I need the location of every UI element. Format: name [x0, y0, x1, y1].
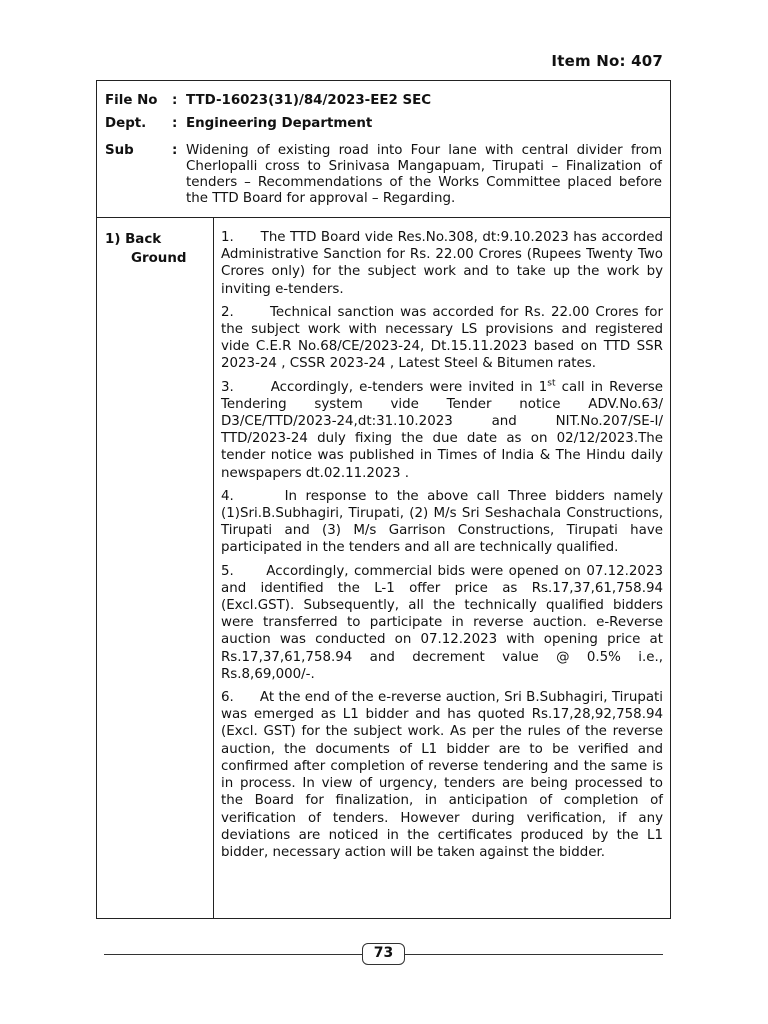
paragraph-4: 4. In response to the above call Three bidders namely (1)Sri.B.Subhagiri, Tirupati, (2) M/s Sri Seshachala Constructions, Tirupati and (3) M/s Garrison Constructions, Tirupati have participated in the tenders and all are technically qualified. [221, 488, 663, 556]
file-row [105, 93, 662, 109]
dept-row [105, 116, 662, 132]
section-body [214, 218, 670, 918]
section-label [97, 218, 214, 918]
file-label: File No [105, 93, 158, 108]
colon: : [172, 116, 178, 131]
paragraph-2: 2. Technical sanction was accorded for Rs. 22.00 Crores for the subject work with necessary LS provisions and registered vide C.E.R No.68/CE/2023-24, Dt.15.11.2023 based on TTD SSR 2023-24 , CSSR 2023-24 , Latest Steel & Bitumen rates. [221, 304, 663, 372]
subject-label: Sub [105, 143, 134, 158]
subject-value: Widening of existing road into Four lane with central divider from Cherlopalli cross to Srinivasa Mangapuam, Tirupati – Finalization of tenders – Recommendations of the Works Committee placed before the TTD Board for approval – Regarding. [186, 143, 662, 206]
colon: : [172, 143, 178, 158]
colon: : [172, 93, 178, 108]
footer-rule-right [405, 954, 663, 955]
file-value: TTD-16023(31)/84/2023-EE2 SEC [186, 93, 432, 108]
subject-row [105, 143, 662, 207]
footer-rule-left [104, 954, 362, 955]
paragraph-3 [221, 379, 663, 482]
section-label-line1: 1) Back [105, 232, 162, 247]
ordinal-suffix: st [547, 378, 556, 389]
paragraph-3-start: 3. Accordingly, e-tenders were invited in 1 [221, 379, 548, 395]
paragraph-5: 5. Accordingly, commercial bids were opened on 07.12.2023 and identified the L-1 offer price as Rs.17,37,61,758.94 (Excl.GST). Subsequently, all the technically qualified bidders were transferred to participate in reverse auction. e-Reverse auction was conducted on 07.12.2023 with opening price at Rs.17,37,61,758.94 and decrement value @ 0.5% i.e., Rs.8,69,000/-. [221, 563, 663, 682]
dept-value: Engineering Department [186, 116, 373, 131]
item-number: Item No: 407 [551, 52, 663, 70]
table-header [97, 81, 670, 218]
page-number: 73 [362, 943, 405, 965]
dept-label: Dept. [105, 116, 147, 131]
section-label-line2: Ground [131, 251, 187, 266]
paragraph-6: 6. At the end of the e-reverse auction, Sri B.Subhagiri, Tirupati was emerged as L1 bidder and has quoted Rs.17,28,92,758.94 (Excl. GST) for the subject work. As per the rules of the reverse auction, the documents of L1 bidder are to be verified and confirmed after completion of reverse tendering and the same is in process. In view of urgency, tenders are being processed to the Board for finalization, in anticipation of completion of verification of tenders. However during verification, if any deviations are noticed in the certificates produced by the L1 bidder, necessary action will be taken against the bidder. [221, 690, 663, 860]
paragraph-3-rest: call in Reverse Tendering system vide Tender notice ADV.No.63/ D3/CE/TTD/2023-24,dt:31.10.2023 and NIT.No.207/SE-I/ TTD/2023-24 duly fixing the due date as on 02/12/2023.The tender notice was published in Times of India & The Hindu daily newspapers dt.02.11.2023 . [221, 379, 663, 481]
agenda-table [96, 80, 671, 919]
paragraph-1: 1. The TTD Board vide Res.No.308, dt:9.10.2023 has accorded Administrative Sanction for Rs. 22.00 Crores (Rupees Twenty Two Crores only) for the subject work and to take up the work by inviting e-tenders. [221, 230, 663, 297]
